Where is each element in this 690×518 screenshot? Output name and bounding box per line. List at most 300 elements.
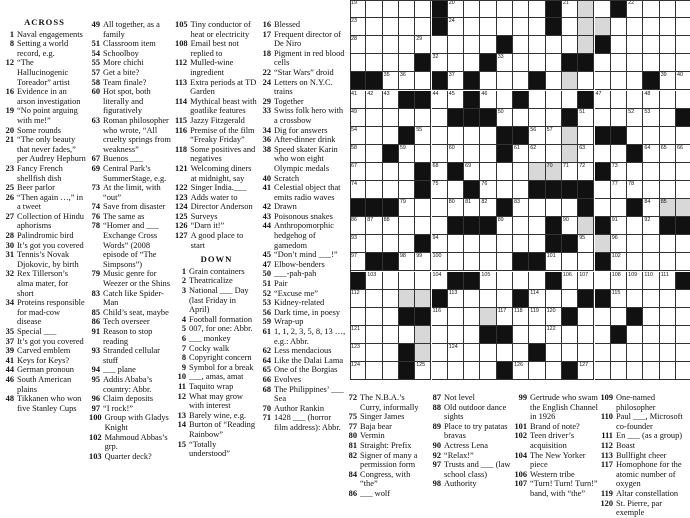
grid-cell[interactable] (660, 181, 676, 199)
grid-cell[interactable] (660, 308, 676, 326)
grid-cell[interactable] (448, 326, 464, 344)
grid-cell[interactable] (432, 199, 448, 217)
grid-cell[interactable] (627, 0, 643, 18)
grid-cell[interactable] (546, 109, 562, 127)
grid-cell[interactable] (529, 54, 545, 72)
grid-cell[interactable] (660, 91, 676, 109)
grid-cell[interactable] (350, 181, 366, 199)
grid-cell[interactable] (480, 36, 496, 54)
grid-cell[interactable] (366, 362, 382, 380)
grid-cell[interactable] (546, 127, 562, 145)
grid-cell[interactable] (562, 0, 578, 18)
grid-cell[interactable] (627, 344, 643, 362)
grid-cell[interactable] (366, 344, 382, 362)
grid-cell[interactable] (513, 181, 529, 199)
grid-cell[interactable] (497, 0, 513, 18)
grid-cell[interactable] (415, 290, 431, 308)
grid-cell[interactable] (497, 235, 513, 253)
grid-cell[interactable] (611, 109, 627, 127)
grid-cell[interactable] (562, 127, 578, 145)
grid-cell[interactable] (480, 308, 496, 326)
grid-cell[interactable] (383, 18, 399, 36)
grid-cell[interactable] (513, 217, 529, 235)
grid-cell[interactable] (627, 127, 643, 145)
grid-cell[interactable] (497, 163, 513, 181)
grid-cell[interactable] (611, 145, 627, 163)
grid-cell[interactable] (627, 91, 643, 109)
grid-cell[interactable] (627, 109, 643, 127)
grid-cell[interactable] (643, 308, 659, 326)
grid-cell[interactable] (366, 0, 382, 18)
grid-cell[interactable] (497, 272, 513, 290)
grid-cell[interactable] (578, 72, 594, 90)
grid-cell[interactable] (432, 362, 448, 380)
grid-cell[interactable] (432, 272, 448, 290)
grid-cell[interactable] (513, 308, 529, 326)
grid-cell[interactable] (448, 362, 464, 380)
grid-cell[interactable] (660, 326, 676, 344)
grid-cell[interactable] (350, 36, 366, 54)
grid-cell[interactable] (415, 362, 431, 380)
grid-cell[interactable] (464, 290, 480, 308)
grid-cell[interactable] (448, 308, 464, 326)
grid-cell[interactable] (399, 145, 415, 163)
grid-cell[interactable] (643, 272, 659, 290)
grid-cell[interactable] (383, 36, 399, 54)
grid-cell[interactable] (643, 344, 659, 362)
grid-cell[interactable] (480, 344, 496, 362)
grid-cell[interactable] (383, 217, 399, 235)
grid-cell[interactable] (497, 308, 513, 326)
grid-cell[interactable] (627, 181, 643, 199)
grid-cell[interactable] (529, 362, 545, 380)
grid-cell[interactable] (562, 72, 578, 90)
grid-cell[interactable] (660, 72, 676, 90)
grid-cell[interactable] (366, 18, 382, 36)
grid-cell[interactable] (480, 145, 496, 163)
grid-cell[interactable] (399, 72, 415, 90)
grid-cell[interactable] (432, 326, 448, 344)
grid-cell[interactable] (660, 109, 676, 127)
grid-cell[interactable] (464, 36, 480, 54)
grid-cell[interactable] (350, 18, 366, 36)
grid-cell[interactable] (676, 36, 690, 54)
grid-cell[interactable] (350, 163, 366, 181)
grid-cell[interactable] (595, 0, 611, 18)
grid-cell[interactable] (546, 36, 562, 54)
grid-cell[interactable] (546, 72, 562, 90)
grid-cell[interactable] (350, 54, 366, 72)
grid-cell[interactable] (350, 344, 366, 362)
grid-cell[interactable] (415, 109, 431, 127)
grid-cell[interactable] (432, 181, 448, 199)
grid-cell[interactable] (415, 127, 431, 145)
grid-cell[interactable] (350, 91, 366, 109)
grid-cell[interactable] (513, 36, 529, 54)
grid-cell[interactable] (643, 109, 659, 127)
grid-cell[interactable] (383, 290, 399, 308)
grid-cell[interactable] (448, 36, 464, 54)
grid-cell[interactable] (480, 127, 496, 145)
grid-cell[interactable] (595, 344, 611, 362)
grid-cell[interactable] (676, 0, 690, 18)
grid-cell[interactable] (350, 290, 366, 308)
grid-cell[interactable] (350, 253, 366, 271)
grid-cell[interactable] (611, 217, 627, 235)
grid-cell[interactable] (497, 344, 513, 362)
grid-cell[interactable] (464, 308, 480, 326)
grid-cell[interactable] (448, 91, 464, 109)
grid-cell[interactable] (480, 163, 496, 181)
grid-cell[interactable] (383, 308, 399, 326)
grid-cell[interactable] (562, 36, 578, 54)
grid-cell[interactable] (643, 163, 659, 181)
grid-cell[interactable] (676, 199, 690, 217)
grid-cell[interactable] (399, 272, 415, 290)
grid-cell[interactable] (578, 145, 594, 163)
grid-cell[interactable] (578, 217, 594, 235)
grid-cell[interactable] (497, 72, 513, 90)
grid-cell[interactable] (643, 18, 659, 36)
grid-cell[interactable] (627, 217, 643, 235)
grid-cell[interactable] (350, 109, 366, 127)
grid-cell[interactable] (643, 290, 659, 308)
grid-cell[interactable] (627, 36, 643, 54)
grid-cell[interactable] (676, 290, 690, 308)
grid-cell[interactable] (480, 0, 496, 18)
grid-cell[interactable] (660, 18, 676, 36)
grid-cell[interactable] (383, 72, 399, 90)
grid-cell[interactable] (399, 109, 415, 127)
grid-cell[interactable] (660, 253, 676, 271)
grid-cell[interactable] (643, 54, 659, 72)
grid-cell[interactable] (611, 181, 627, 199)
grid-cell[interactable] (595, 326, 611, 344)
grid-cell[interactable] (676, 181, 690, 199)
grid-cell[interactable] (546, 290, 562, 308)
grid-cell[interactable] (350, 235, 366, 253)
grid-cell[interactable] (546, 308, 562, 326)
grid-cell[interactable] (611, 199, 627, 217)
grid-cell[interactable] (464, 18, 480, 36)
grid-cell[interactable] (480, 253, 496, 271)
grid-cell[interactable] (366, 272, 382, 290)
grid-cell[interactable] (627, 253, 643, 271)
grid-cell[interactable] (497, 91, 513, 109)
grid-cell[interactable] (383, 109, 399, 127)
grid-cell[interactable] (366, 326, 382, 344)
grid-cell[interactable] (660, 145, 676, 163)
grid-cell[interactable] (595, 72, 611, 90)
grid-cell[interactable] (546, 54, 562, 72)
grid-cell[interactable] (366, 54, 382, 72)
grid-cell[interactable] (676, 308, 690, 326)
grid-cell[interactable] (480, 272, 496, 290)
grid-cell[interactable] (448, 199, 464, 217)
grid-cell[interactable] (432, 163, 448, 181)
grid-cell[interactable] (676, 362, 690, 380)
grid-cell[interactable] (562, 145, 578, 163)
grid-cell[interactable] (480, 235, 496, 253)
grid-cell[interactable] (529, 272, 545, 290)
grid-cell[interactable] (546, 145, 562, 163)
grid-cell[interactable] (366, 127, 382, 145)
grid-cell[interactable] (464, 235, 480, 253)
grid-cell[interactable] (432, 344, 448, 362)
grid-cell[interactable] (529, 36, 545, 54)
grid-cell[interactable] (513, 72, 529, 90)
grid-cell[interactable] (578, 308, 594, 326)
grid-cell[interactable] (578, 326, 594, 344)
grid-cell[interactable] (611, 308, 627, 326)
grid-cell[interactable] (513, 54, 529, 72)
grid-cell[interactable] (448, 18, 464, 36)
grid-cell[interactable] (464, 362, 480, 380)
grid-cell[interactable] (383, 163, 399, 181)
grid-cell[interactable] (432, 235, 448, 253)
grid-cell[interactable] (529, 290, 545, 308)
grid-cell[interactable] (399, 36, 415, 54)
grid-cell[interactable] (546, 199, 562, 217)
grid-cell[interactable] (611, 72, 627, 90)
grid-cell[interactable] (432, 127, 448, 145)
grid-cell[interactable] (513, 326, 529, 344)
grid-cell[interactable] (448, 253, 464, 271)
grid-cell[interactable] (399, 217, 415, 235)
grid-cell[interactable] (611, 344, 627, 362)
crossword-grid[interactable] (350, 0, 690, 380)
grid-cell[interactable] (399, 326, 415, 344)
grid-cell[interactable] (415, 0, 431, 18)
grid-cell[interactable] (676, 145, 690, 163)
grid-cell[interactable] (529, 127, 545, 145)
grid-cell[interactable] (513, 0, 529, 18)
grid-cell[interactable] (383, 362, 399, 380)
grid-cell[interactable] (562, 272, 578, 290)
grid-cell[interactable] (464, 253, 480, 271)
grid-cell[interactable] (529, 326, 545, 344)
grid-cell[interactable] (578, 253, 594, 271)
grid-cell[interactable] (595, 362, 611, 380)
grid-cell[interactable] (448, 344, 464, 362)
grid-cell[interactable] (350, 362, 366, 380)
grid-cell[interactable] (611, 290, 627, 308)
grid-cell[interactable] (529, 308, 545, 326)
grid-cell[interactable] (399, 235, 415, 253)
grid-cell[interactable] (562, 344, 578, 362)
grid-cell[interactable] (432, 145, 448, 163)
grid-cell[interactable] (366, 308, 382, 326)
grid-cell[interactable] (350, 0, 366, 18)
grid-cell[interactable] (399, 290, 415, 308)
grid-cell[interactable] (464, 199, 480, 217)
grid-cell[interactable] (383, 127, 399, 145)
grid-cell[interactable] (595, 145, 611, 163)
grid-cell[interactable] (480, 18, 496, 36)
grid-cell[interactable] (464, 54, 480, 72)
grid-cell[interactable] (546, 253, 562, 271)
grid-cell[interactable] (578, 235, 594, 253)
grid-cell[interactable] (399, 199, 415, 217)
grid-cell[interactable] (513, 18, 529, 36)
grid-cell[interactable] (448, 290, 464, 308)
grid-cell[interactable] (497, 181, 513, 199)
grid-cell[interactable] (562, 253, 578, 271)
grid-cell[interactable] (660, 362, 676, 380)
grid-cell[interactable] (643, 235, 659, 253)
grid-cell[interactable] (611, 362, 627, 380)
grid-cell[interactable] (464, 0, 480, 18)
grid-cell[interactable] (529, 199, 545, 217)
grid-cell[interactable] (578, 362, 594, 380)
grid-cell[interactable] (432, 217, 448, 235)
grid-cell[interactable] (660, 54, 676, 72)
grid-cell[interactable] (497, 290, 513, 308)
grid-cell[interactable] (350, 308, 366, 326)
grid-cell[interactable] (627, 362, 643, 380)
grid-cell[interactable] (627, 163, 643, 181)
grid-cell[interactable] (611, 235, 627, 253)
grid-cell[interactable] (627, 54, 643, 72)
grid-cell[interactable] (676, 54, 690, 72)
grid-cell[interactable] (676, 253, 690, 271)
grid-cell[interactable] (611, 54, 627, 72)
grid-cell[interactable] (513, 145, 529, 163)
grid-cell[interactable] (366, 145, 382, 163)
grid-cell[interactable] (660, 0, 676, 18)
grid-cell[interactable] (578, 109, 594, 127)
grid-cell[interactable] (513, 163, 529, 181)
grid-cell[interactable] (399, 163, 415, 181)
grid-cell[interactable] (546, 326, 562, 344)
grid-cell[interactable] (643, 217, 659, 235)
grid-cell[interactable] (366, 91, 382, 109)
grid-cell[interactable] (676, 91, 690, 109)
grid-cell[interactable] (513, 272, 529, 290)
grid-cell[interactable] (432, 109, 448, 127)
grid-cell[interactable] (643, 0, 659, 18)
grid-cell[interactable] (415, 217, 431, 235)
grid-cell[interactable] (595, 109, 611, 127)
grid-cell[interactable] (448, 145, 464, 163)
grid-cell[interactable] (432, 36, 448, 54)
grid-cell[interactable] (366, 217, 382, 235)
grid-cell[interactable] (627, 72, 643, 90)
grid-cell[interactable] (383, 54, 399, 72)
grid-cell[interactable] (627, 235, 643, 253)
grid-cell[interactable] (497, 109, 513, 127)
grid-cell[interactable] (660, 127, 676, 145)
grid-cell[interactable] (513, 235, 529, 253)
grid-cell[interactable] (578, 18, 594, 36)
grid-cell[interactable] (595, 272, 611, 290)
grid-cell[interactable] (562, 217, 578, 235)
grid-cell[interactable] (464, 145, 480, 163)
grid-cell[interactable] (660, 235, 676, 253)
grid-cell[interactable] (643, 145, 659, 163)
grid-cell[interactable] (562, 163, 578, 181)
grid-cell[interactable] (448, 54, 464, 72)
grid-cell[interactable] (676, 127, 690, 145)
grid-cell[interactable] (432, 91, 448, 109)
grid-cell[interactable] (643, 181, 659, 199)
grid-cell[interactable] (546, 91, 562, 109)
grid-cell[interactable] (643, 91, 659, 109)
grid-cell[interactable] (350, 326, 366, 344)
grid-cell[interactable] (415, 253, 431, 271)
grid-cell[interactable] (611, 91, 627, 109)
grid-cell[interactable] (383, 181, 399, 199)
grid-cell[interactable] (383, 326, 399, 344)
grid-cell[interactable] (660, 36, 676, 54)
grid-cell[interactable] (643, 326, 659, 344)
grid-cell[interactable] (366, 36, 382, 54)
grid-cell[interactable] (578, 272, 594, 290)
grid-cell[interactable] (480, 362, 496, 380)
grid-cell[interactable] (415, 344, 431, 362)
grid-cell[interactable] (480, 199, 496, 217)
grid-cell[interactable] (595, 235, 611, 253)
grid-cell[interactable] (529, 217, 545, 235)
grid-cell[interactable] (415, 72, 431, 90)
grid-cell[interactable] (464, 163, 480, 181)
grid-cell[interactable] (676, 235, 690, 253)
grid-cell[interactable] (464, 326, 480, 344)
grid-cell[interactable] (513, 344, 529, 362)
grid-cell[interactable] (529, 145, 545, 163)
grid-cell[interactable] (578, 163, 594, 181)
grid-cell[interactable] (643, 127, 659, 145)
grid-cell[interactable] (595, 18, 611, 36)
grid-cell[interactable] (415, 145, 431, 163)
grid-cell[interactable] (383, 344, 399, 362)
grid-cell[interactable] (350, 127, 366, 145)
grid-cell[interactable] (546, 362, 562, 380)
grid-cell[interactable] (529, 0, 545, 18)
grid-cell[interactable] (595, 54, 611, 72)
grid-cell[interactable] (529, 18, 545, 36)
grid-cell[interactable] (415, 199, 431, 217)
grid-cell[interactable] (480, 290, 496, 308)
grid-cell[interactable] (660, 344, 676, 362)
grid-cell[interactable] (595, 181, 611, 199)
grid-cell[interactable] (546, 163, 562, 181)
grid-cell[interactable] (529, 163, 545, 181)
grid-cell[interactable] (366, 290, 382, 308)
grid-cell[interactable] (627, 18, 643, 36)
grid-cell[interactable] (497, 18, 513, 36)
grid-cell[interactable] (399, 18, 415, 36)
grid-cell[interactable] (366, 235, 382, 253)
grid-cell[interactable] (660, 163, 676, 181)
grid-cell[interactable] (497, 217, 513, 235)
grid-cell[interactable] (676, 72, 690, 90)
grid-cell[interactable] (660, 272, 676, 290)
grid-cell[interactable] (611, 253, 627, 271)
grid-cell[interactable] (480, 72, 496, 90)
grid-cell[interactable] (366, 163, 382, 181)
grid-cell[interactable] (676, 163, 690, 181)
grid-cell[interactable] (595, 91, 611, 109)
grid-cell[interactable] (627, 272, 643, 290)
grid-cell[interactable] (415, 36, 431, 54)
grid-cell[interactable] (399, 54, 415, 72)
grid-cell[interactable] (383, 235, 399, 253)
grid-cell[interactable] (595, 199, 611, 217)
grid-cell[interactable] (448, 235, 464, 253)
grid-cell[interactable] (448, 0, 464, 18)
grid-cell[interactable] (448, 72, 464, 90)
